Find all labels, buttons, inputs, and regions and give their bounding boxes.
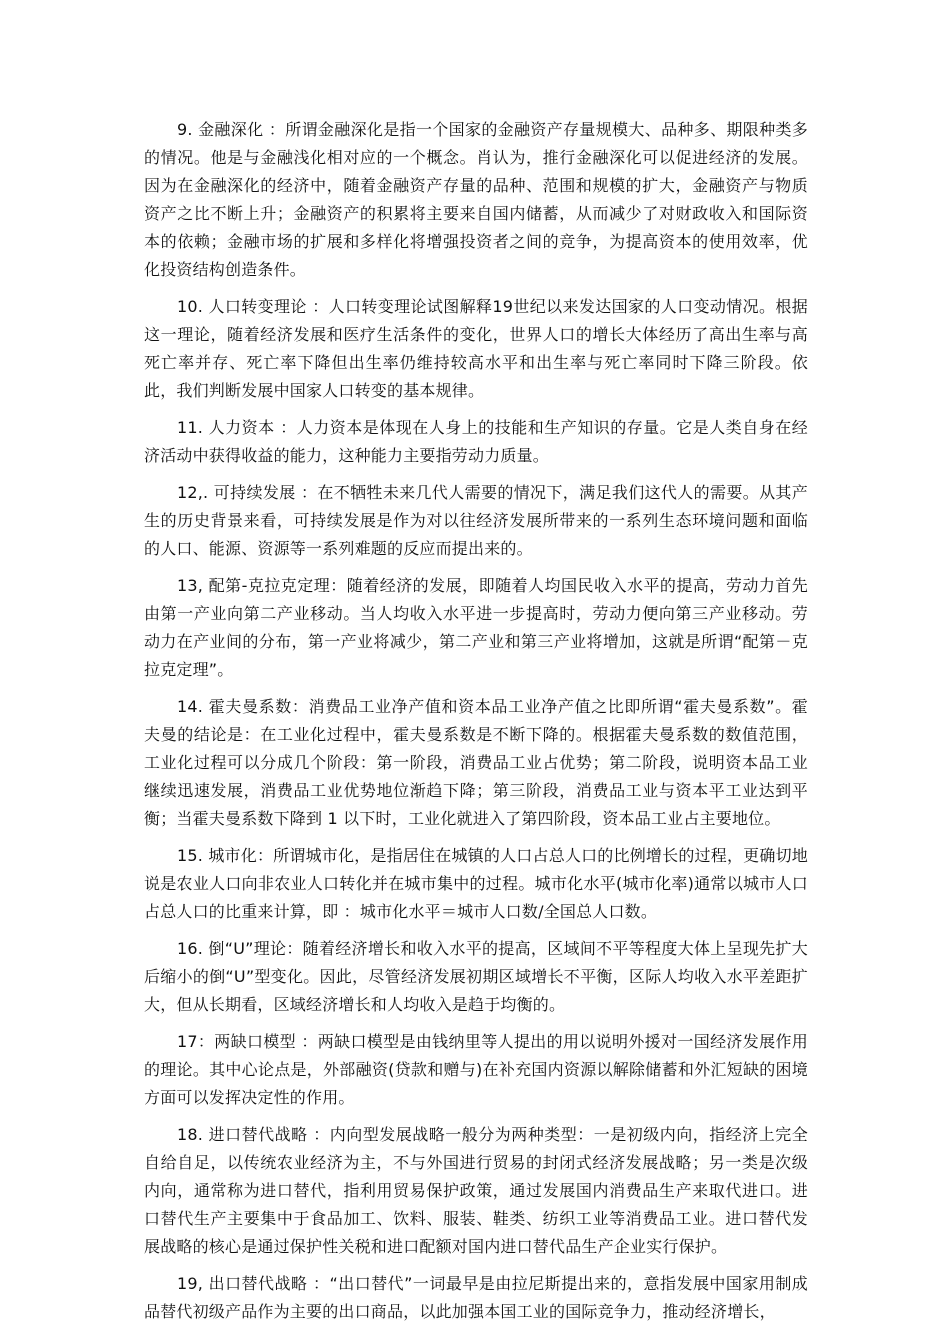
document-body bbox=[144, 116, 808, 1335]
paragraph-demographic-transition: 10. 人口转变理论 ：人口转变理论试图解释19世纪以来发达国家的人口变动情况。根据这一理论，随着经济发展和医疗生活条件的变化，世界人口的增长大体经历了高出生率与高死亡率并存、死亡率下降但出生率仍维持较高水平和出生率与死亡率同时下降三阶段。依此，我们判断发展中国家人口转变的基本规律。 bbox=[144, 297, 808, 400]
paragraph-two-gap-model: 17：两缺口模型 ：两缺口模型是由钱纳里等人提出的用以说明外援对一国经济发展作用的理论。其中心论点是，外部融资(贷款和赠与)在补充国内资源以解除储蓄和外汇短缺的困境方面可以发挥决定性的作用。 bbox=[144, 1032, 808, 1107]
paragraph-sustainable-development: 12,. 可持续发展 ：在不牺牲未来几代人需要的情况下，满足我们这代人的需要。从其产生的历史背景来看，可持续发展是作为对以往经济发展所带来的一系列生态环境问题和面临的人口、能源、资源等一系列难题的反应而提出来的。 bbox=[144, 483, 808, 558]
paragraph-financial-deepening: 9. 金融深化 ：所谓金融深化是指一个国家的金融资产存量规模大、品种多、期限种类多的情况。他是与金融浅化相对应的一个概念。肖认为，推行金融深化可以促进经济的发展。因为在金融深化的经济中，随着金融资产存量的品种、范围和规模的扩大，金融资产与物质资产之比不断上升；金融资产的积累将主要来自国内储蓄，从而减少了对财政收入和国际资本的依赖；金融市场的扩展和多样化将增强投资者之间的竞争，为提高资本的使用效率，优化投资结构创造条件。 bbox=[144, 120, 808, 279]
paragraph-import-substitution: 18. 进口替代战略 ：内向型发展战略一般分为两种类型：一是初级内向，指经济上完全自给自足，以传统农业经济为主，不与外国进行贸易的封闭式经济发展战略；另一类是次级内向，通常称为进口替代，指利用贸易保护政策，通过发展国内消费品生产来取代进口。进口替代生产主要集中于食品加工、饮料、服装、鞋类、纺织工业等消费品工业。进口替代发展战略的核心是通过保护性关税和进口配额对国内进口替代品生产企业实行保护。 bbox=[144, 1125, 808, 1256]
paragraph-hoffmann-coefficient: 14. 霍夫曼系数：消费品工业净产值和资本品工业净产值之比即所谓“霍夫曼系数”。霍夫曼的结论是：在工业化过程中，霍夫曼系数是不断下降的。根据霍夫曼系数的数值范围，工业化过程可以分成几个阶段：第一阶段，消费品工业占优势；第二阶段，说明资本品工业继续迅速发展，消费品工业优势地位渐趋下降；第三阶段，消费品工业与资本平工业达到平衡；当霍夫曼系数下降到 1 以下时，工业化就进入了第四阶段，资本品工业占主要地位。 bbox=[144, 697, 808, 828]
paragraph-urbanization: 15. 城市化：所谓城市化，是指居住在城镇的人口占总人口的比例增长的过程，更确切地说是农业人口向非农业人口转化并在城市集中的过程。城市化水平(城市化率)通常以城市人口占总人口的比重来计算，即 ：城市化水平＝城市人口数/全国总人口数。 bbox=[144, 846, 808, 921]
paragraph-inverted-u-theory: 16. 倒“U”理论：随着经济增长和收入水平的提高，区域间不平等程度大体上呈现先扩大后缩小的倒“U”型变化。因此，尽管经济发展初期区域增长不平衡，区际人均收入水平差距扩大，但从长期看，区域经济增长和人均收入是趋于均衡的。 bbox=[144, 939, 808, 1014]
paragraph-petty-clark-law: 13, 配第-克拉克定理：随着经济的发展，即随着人均国民收入水平的提高，劳动力首先由第一产业向第二产业移动。当人均收入水平进一步提高时，劳动力便向第三产业移动。劳动力在产业间的分布，第一产业将减少，第二产业和第三产业将增加，这就是所谓“配第－克拉克定理”。 bbox=[144, 576, 808, 679]
paragraph-export-substitution: 19, 出口替代战略 ：“出口替代”一词最早是由拉尼斯提出来的，意指发展中国家用制成品替代初级产品作为主要的出口商品，以此加强本国工业的国际竞争力，推动经济增长， bbox=[144, 1274, 808, 1321]
paragraph-human-capital: 11. 人力资本 ：人力资本是体现在人身上的技能和生产知识的存量。它是人类自身在经济活动中获得收益的能力，这种能力主要指劳动力质量。 bbox=[144, 418, 808, 465]
